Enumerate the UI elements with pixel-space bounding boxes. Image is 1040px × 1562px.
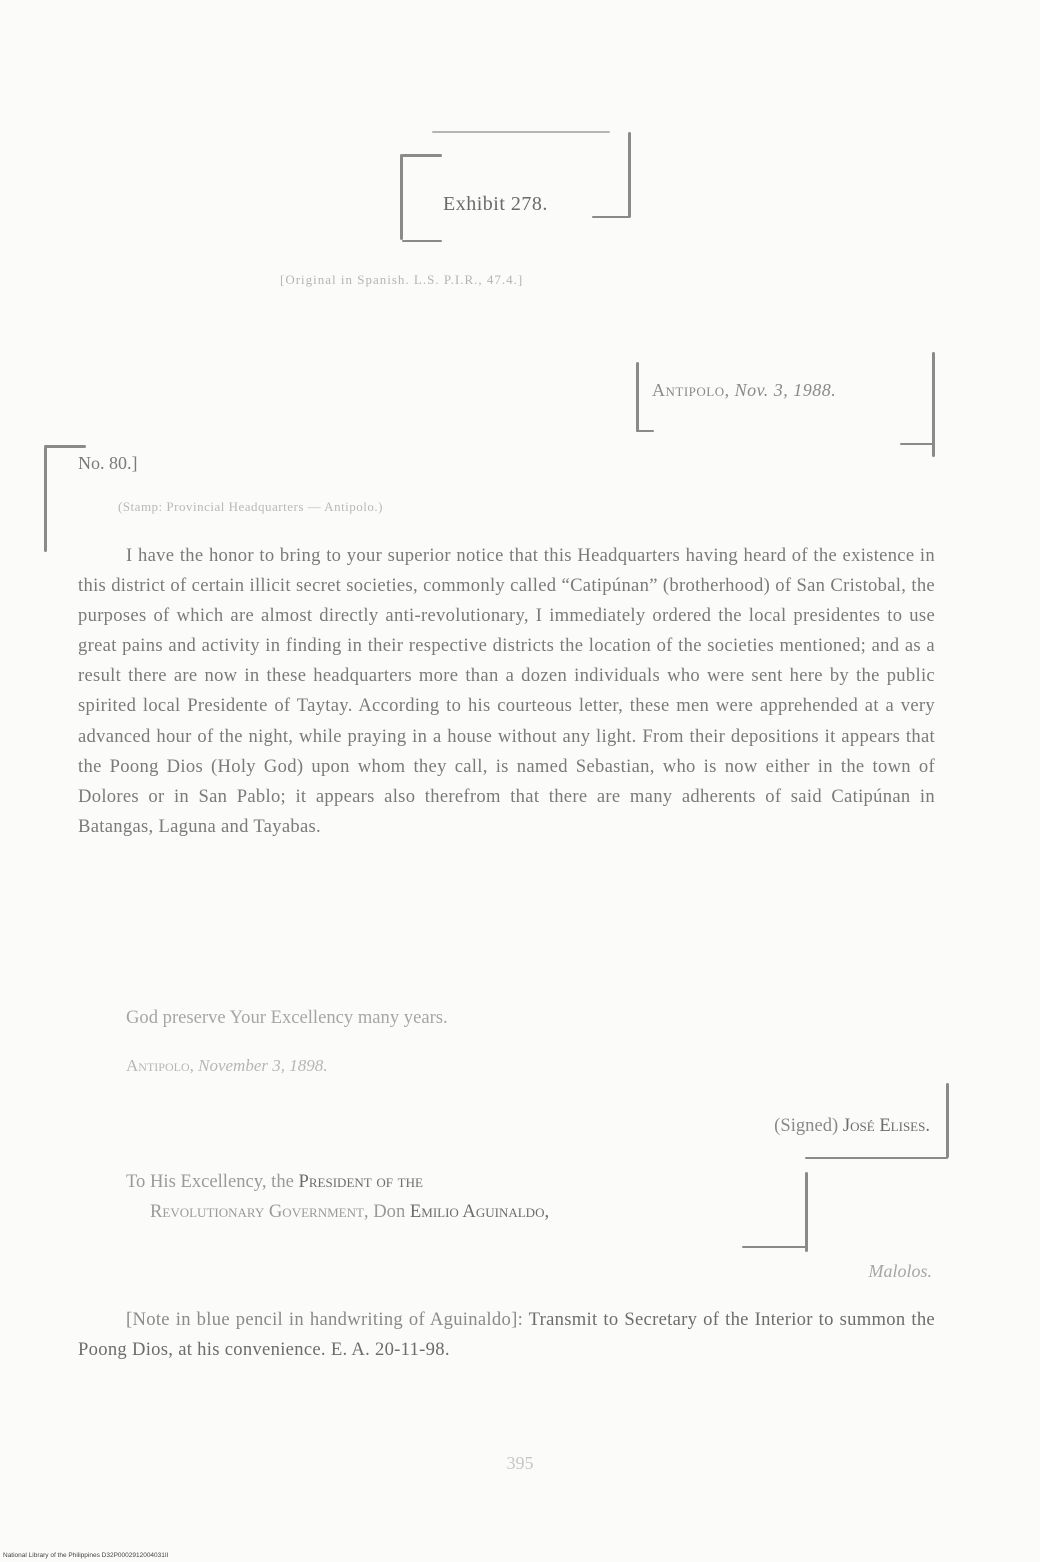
pencil-bracket-bottom [402,240,442,242]
address-line-2 [150,1201,549,1223]
pencil-note [78,1305,935,1365]
pencil-line [432,131,610,133]
letter-date [126,1056,327,1076]
address-title: President of the [298,1171,423,1192]
pencil-bracket-dateline-hook [900,443,934,445]
stamp-note: (Stamp: Provincial Headquarters — Antipolo.) [118,499,383,514]
pencil-bracket-dateline-right [932,352,935,457]
dateline [652,380,836,401]
signed-prefix: (Signed) [774,1115,839,1136]
original-note: [Original in Spanish. L.S. P.I.R., 47.4.] [280,272,524,287]
signed-name: José Elises. [842,1115,930,1136]
letter-date-value: November 3, 1898. [198,1056,328,1075]
pencil-bracket-margin-top [44,445,86,448]
pencil-bracket-top [402,154,442,157]
letter-number: No. 80.] [78,453,138,473]
dateline-date: Nov. 3, 1988. [734,380,837,400]
exhibit-title: Exhibit 278. [443,193,548,215]
pencil-bracket-margin [44,447,47,552]
closing-line: God preserve Your Excellency many years. [126,1007,448,1028]
letter-body-text: I have the honor to bring to your superior notice that this Headquarters having heard of the existence in this district of certain illicit secret societies, commonly called “Catipúnan” (brotherhood) of San Cristobal, the purposes of which are almost directly anti-revolutionary, I immediately ordered the local presidentes to use great pains and activity in finding in their respective districts the location of the societies mentioned; and as a result there are now in these headquarters more than a dozen individuals who were sent here by the public spirited local Presidente of Taytay. According to his courteous letter, these men were apprehended at a very advanced hour of the night, while praying in a house without any light. From their depositions it appears that the Poong Dios (Holy God) upon whom they call, is named Sebastian, who is now either in the town of Dolores or in San Pablo; it appears also therefrom that there are many adherents of said Catipúnan in Batangas, Laguna and Tayabas. [78,545,935,837]
letter-date-place: Antipolo, [126,1056,194,1075]
pencil-bracket-dateline-bottom [636,430,654,432]
pencil-bracket-dateline-left [636,362,639,432]
pencil-bracket-signed [946,1083,949,1158]
pencil-bracket-signed-bottom [805,1157,948,1159]
note-text: Transmit to Secretary of the Interior to summon the Poong Dios, at his convenience. E. A. 20-11-98. [78,1309,935,1360]
pencil-bracket-right-bottom [592,216,630,218]
page-number: 395 [506,1453,534,1473]
pencil-bracket-address [805,1172,808,1252]
address-place: Malolos. [868,1261,932,1281]
dateline-place: Antipolo, [652,380,730,400]
pencil-bracket-address-bottom [742,1246,806,1248]
archive-footer: National Library of the Philippines D32P0002912004031II [3,1552,169,1559]
note-bracket: [Note in blue pencil in handwriting of Aguinaldo]: [126,1309,524,1330]
address-prefix: To His Excellency, the [126,1171,294,1192]
signature-line [774,1115,930,1137]
address-line-1 [126,1171,423,1193]
address-name: Emilio Aguinaldo, [409,1201,550,1222]
pencil-bracket-right [628,132,631,218]
pencil-bracket-left [400,154,403,240]
letter-body [78,541,935,842]
address-don: Don [373,1201,406,1222]
address-government: Revolutionary Government, [150,1201,369,1222]
